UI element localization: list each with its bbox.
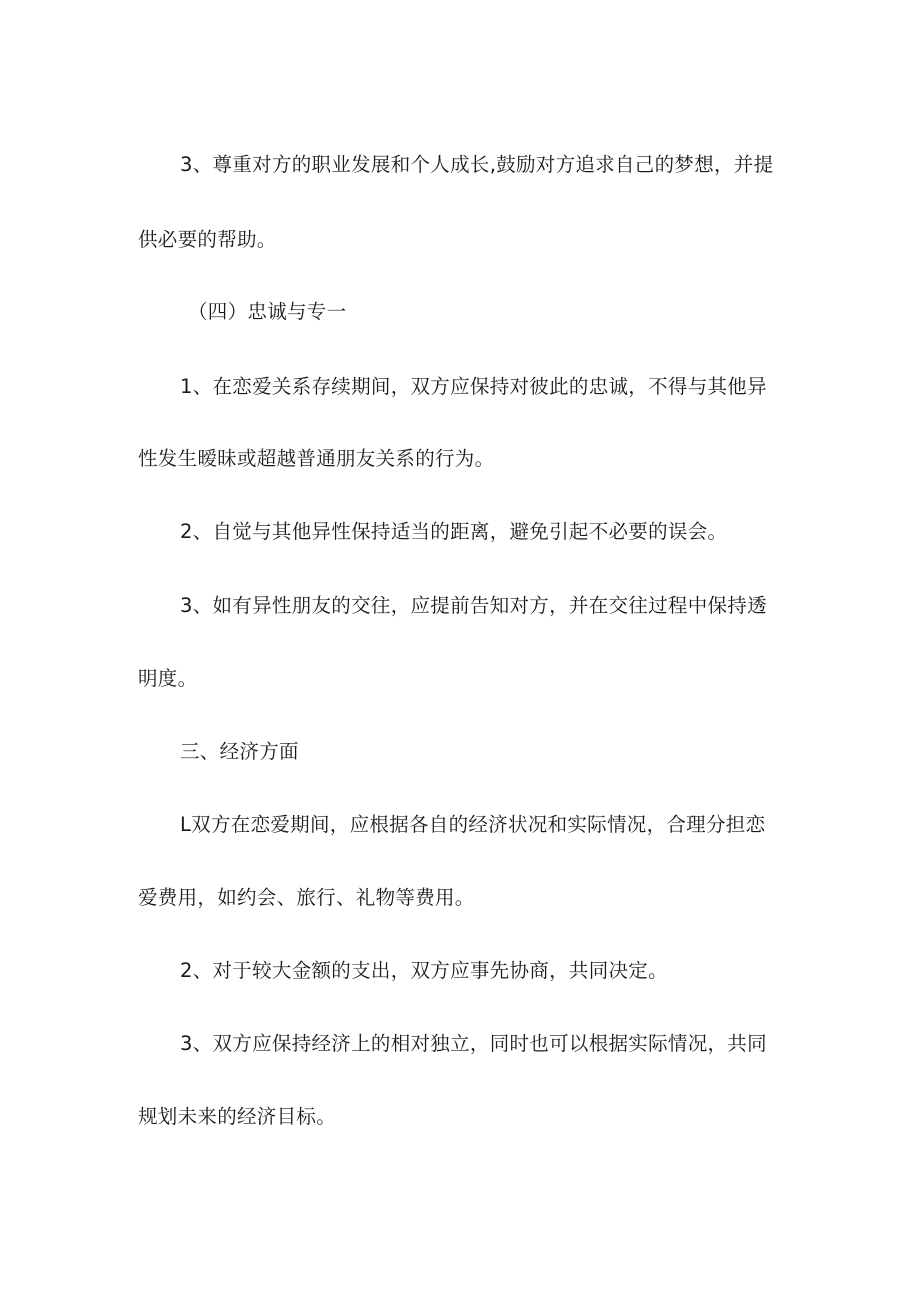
loyalty-item-3-line-2: 明度。 [138,667,198,690]
economy-item-3-line-1: 3、双方应保持经济上的相对独立，同时也可以根据实际情况，共同 [180,1032,767,1055]
economy-item-1-line-2: 爱费用，如约会、旅行、礼物等费用。 [138,886,475,909]
economy-item-3-line-2: 规划未来的经济目标。 [138,1105,337,1128]
loyalty-heading: （四）忠诚与专一 [188,300,347,323]
loyalty-item-1-line-1: 1、在恋爱关系存续期间，双方应保持对彼此的忠诚，不得与其他异 [180,375,767,398]
economy-heading: 三、经济方面 [180,740,299,763]
loyalty-item-2: 2、自觉与其他异性保持适当的距离，避免引起不必要的误会。 [180,520,728,543]
economy-item-1-line-1: L双方在恋爱期间，应根据各自的经济状况和实际情况，合理分担恋 [180,813,766,836]
trust-item-3-line-2: 供必要的帮助。 [138,228,277,251]
trust-item-3-line-1: 3、尊重对方的职业发展和个人成长,鼓励对方追求自己的梦想，并提 [180,153,774,176]
loyalty-item-3-line-1: 3、如有异性朋友的交往，应提前告知对方，并在交往过程中保持透 [180,594,767,617]
loyalty-item-1-line-2: 性发生暧昧或超越普通朋友关系的行为。 [138,447,495,470]
economy-item-2: 2、对于较大金额的支出，双方应事先协商，共同决定。 [180,959,668,982]
